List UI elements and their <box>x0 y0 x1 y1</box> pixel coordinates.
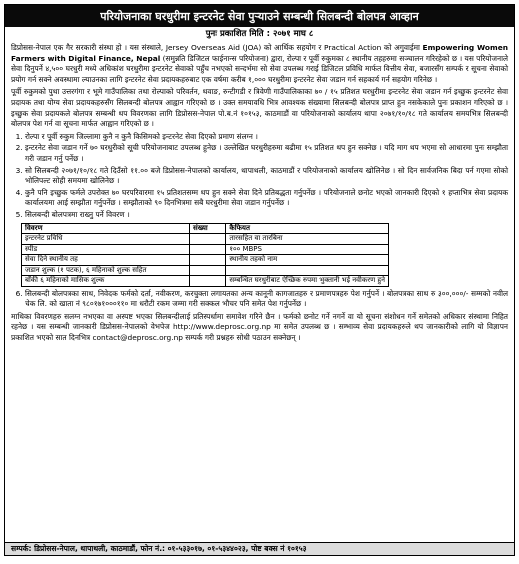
requirement-3: 3. सो सिलबन्दी २०७१/१०/१८ गते दिउँसो ११.०० बजे डिप्रोसस-नेपालको कार्यालय, थापाथली, काठमाडौं र परियोजनाको कार्यालय खोलिनेछ । सो दिन सार्वजनिक बिदा पर्न गएमा सोको भोलिपल्ट सोही समयमा खोलिनेछ । <box>25 166 508 187</box>
table-cell: १०० MBPS <box>226 244 389 255</box>
col-header-remarks: कैफियत <box>226 223 389 234</box>
requirement-5: 5. सिलबन्दी बोलपत्रमा राख्नु पर्ने विवरण । <box>25 210 508 221</box>
requirement-2: 2. इन्टरनेट सेवा जडान गर्ने ७० घरधुरीको सूची परियोजनाबाट उपलब्ध हुनेछ । उल्लेखित घरधुरीहरुमा बढीमा १५ प्रतिशत थप हुन सक्नेछ । यदि माग थप भएमा सो आधारमा पुनः सम्झौता गरी जडान गर्नु पर्नेछ । <box>25 143 508 164</box>
table-cell <box>190 234 226 245</box>
requirement-6: 6. सिलबन्दी बोलपत्रका साथ, निवेदक फर्मको दर्ता, नवीकरण, करचुक्ता लगायतका अन्य कानूनी कागजातहरु र प्रमाणपत्रहरु पेश गर्नुपर्ने । बोलपत्रका साथ रु ३००,०००/- सम्मको नवील चेक लि. को खाता नं ९८०१७१०००११० मा धरौटी रकम जम्मा गरी सक्कल भौचर पनि समेत पेश गर्नुपर्नेछ । <box>25 289 508 310</box>
table-cell <box>190 255 226 266</box>
intro-paragraph-2: पूर्वी रुकुमको पुथा उत्तरगंगा र भूमे गाउँपालिका तथा रोल्पाको परिवर्तन, थवाङ, रुन्टीगडी र त्रिवेणी गाउँपालिकाका ७० / १५ प्रतिशत घरधुरीमा इन्टरनेट सेवा जडान गर्न इच्छुक इन्टरनेट सेवा प्रदायक तथा योग्य सेवा प्रदायकहरुसँग सिलबन्दी बोलपत्र आह्वान गरिएको छ । उक्त समयावधि भित्र आवश्यक संख्यामा सिलबन्दी बोलपत्र प्राप्त हुन नसकेकाले पुनः प्रकाशन गरिएको छ । इच्छुक सेवा प्रदायकले बोलपत्र सम्बन्धी थप विवरणका लागि डिप्रोसस-नेपाल पो.ब.नं १०१५३, काठमाडौं वा परियोजनाको कार्यालय थापा २०७१/१०/१८ गते कार्यालय समयभित्र सिलबन्दी बोलपत्र पेश गर्न वा सूचना मार्फत आह्वान गरिएको छ । <box>11 87 508 129</box>
table-row <box>22 265 389 276</box>
notice-page <box>4 4 515 556</box>
table-cell <box>190 244 226 255</box>
requirements-list <box>11 132 508 221</box>
intro-text-a: डिप्रोसस-नेपाल एक गैर सरकारी संस्था हो । यस संस्थाले, Jersey Overseas Aid (JOA) को आर्थिक सहयोग र Practical Action को अगुवाईमा <box>11 43 420 52</box>
notice-title: परियोजनाका घरधुरीमा इन्टरनेट सेवा पुऱ्याउने सम्बन्धी सिलबन्दी बोलपत्र आव्हान <box>5 5 514 27</box>
project-name: Empowering Women Farmers with Digital Finance, Nepal <box>11 43 508 63</box>
reissue-date: पुनः प्रकाशित मिति : २०७१ माघ ८ <box>205 29 314 39</box>
table-cell: इन्टरनेट प्रविधि <box>22 234 190 245</box>
table-header-row <box>22 223 389 234</box>
intro-paragraph-1 <box>11 43 508 85</box>
table-cell: तारसहित वा तारबिना <box>226 234 389 245</box>
table-cell <box>190 276 226 287</box>
requirement-4: 4. कुनै पनि इच्छुक फर्मले उपरोक्त ७० घरपरिवारमा १५ प्रतिशतसम्म थप हुन सक्ने सेवा दिने प्रतिबद्धता गर्नुपर्नेछ । परियोजनाले छनोट भएको जानकारी दिएको १ हप्ताभित्र सेवा प्रदायक कार्यालयमा आई सम्झौता गर्नुपर्नेछ । सम्झौताको ९० दिनभित्रमा सबै घरधुरीमा सेवा जडान गर्नुपर्नेछ । <box>25 188 508 209</box>
table-row <box>22 244 389 255</box>
table-cell: जडान शुल्क (१ पटक), ६ महिनाको शुल्क सहित <box>22 265 190 276</box>
intro-text-b: (समुन्नति डिजिटल फाईनान्स परियोजना) द्वारा, रोल्पा र पूर्वी रुकुमका ८ स्थानीय तहहरुमा सञ्चालन गरिरहेको छ । यस परियोजनाले सेवा दिनुपर्ने ४,५०० घरधुरी मध्ये अधिकांश घरधुरीमा इन्टरनेट सेवाको पहुँच नभएको सन्दर्भमा सो सेवा उपलब्ध गराई डिजिटल प्रविधि मार्फत वित्तीय सेवा, बजारसँग सम्पर्क र सूचना सेवाको प्रयोग गर्न सक्ने अवस्थामा ल्याउनका लागि इन्टरनेट सेवा प्रदायकहरुबाट एक वर्षमा करीब १,००० घरधुरीमा इन्टरनेट सेवा जडान गर्न सहकार्य गर्न सहयोग गरिनेछ । <box>11 53 509 84</box>
contact-footer: सम्पर्क: डिप्रोसस-नेपाल, थापाथली, काठमाडौं, फोन नं.: ०१-५३३०१७, ०१-५३४४०२३, पोष्ट बक्स नं १०१५३ <box>5 542 514 555</box>
table-row <box>22 276 389 287</box>
requirements-list-continued <box>11 289 508 310</box>
table-row <box>22 255 389 266</box>
col-header-quantity: संख्या <box>190 223 226 234</box>
table-cell: स्पीड <box>22 244 190 255</box>
requirement-1: 1. रोल्पा र पूर्वी रुकुम जिल्लामा कुनै न कुनै किसिमको इन्टरनेट सेवा दिएको प्रमाण संलग्न । <box>25 132 508 143</box>
table-cell <box>190 265 226 276</box>
notice-body <box>11 43 508 345</box>
table-cell <box>226 265 389 276</box>
table-cell: बाँकी ६ महिनाको मासिक शुल्क <box>22 276 190 287</box>
table-cell: स्थानीय तहको नाम <box>226 255 389 266</box>
table-row <box>22 234 389 245</box>
closing-paragraph: माथिका विवरणहरु सलग्न नभएका वा अस्पष्ट भएका सिलबन्दीलाई प्रतिस्पर्धामा समावेश गरिने छैन । फर्मको छनोट गर्ने नगर्ने वा यो सूचना संशोधन गर्ने समेतको अधिकार संस्थामा निहित रहनेछ । यस सम्बन्धी जानकारी डिप्रोसस-नेपालको वेभपेज http://www.deprosc.org.np मा समेत उपलब्ध छ । सम्भाव्य सेवा प्रदायकहरुले थप जानकारीको लागि यो विज्ञापन प्रकाशित भएको सात दिनभित्र contact@deprosc.org.np सम्पर्क गरी प्रश्नहरु सोधी पठाउन सक्नेछन् । <box>11 311 508 342</box>
table-cell: सम्बन्धित घरधुरीबाट ऐच्छिक रुपमा भुक्तानी भई नवीकरण हुने <box>226 276 389 287</box>
table-cell: सेवा दिने स्थानीय तह <box>22 255 190 266</box>
bid-details-table <box>21 223 389 287</box>
col-header-detail: विवरण <box>22 223 190 234</box>
